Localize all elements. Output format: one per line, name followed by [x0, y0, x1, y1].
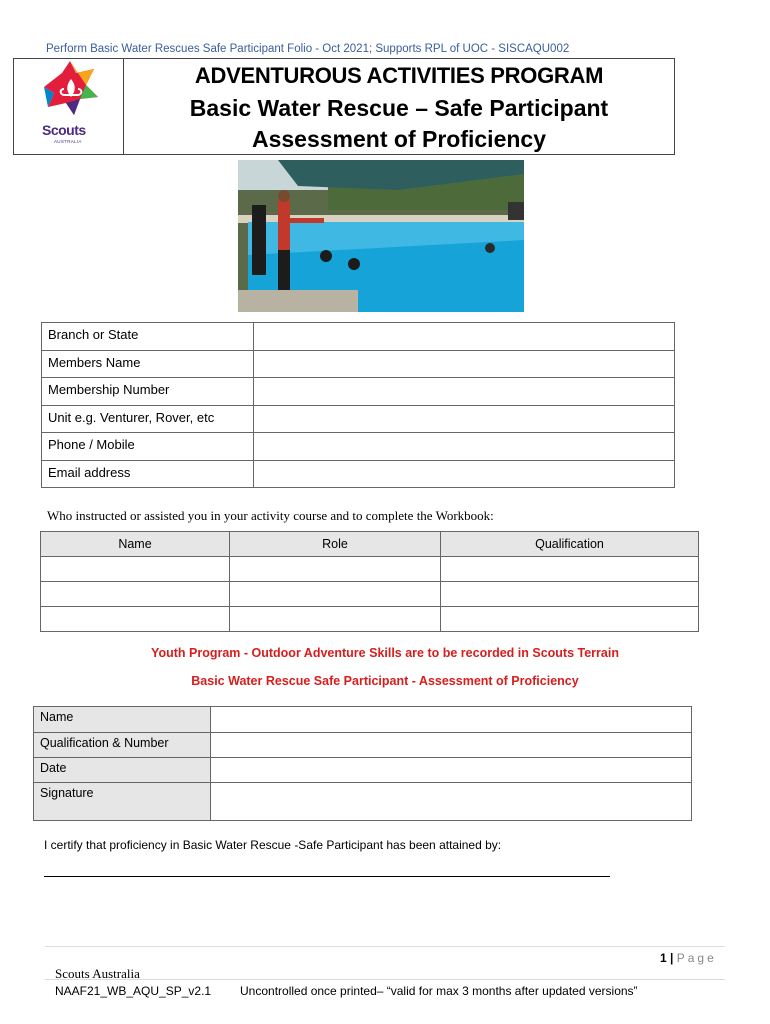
column-header-qualification: Qualification	[441, 532, 699, 557]
table-row	[41, 607, 699, 632]
phone-label: Phone / Mobile	[42, 433, 254, 461]
branch-label: Branch or State	[42, 323, 254, 351]
table-row	[34, 733, 692, 758]
instructor-role-cell[interactable]	[230, 582, 441, 607]
assessor-name-field[interactable]	[211, 707, 692, 733]
instructor-name-cell[interactable]	[41, 607, 230, 632]
qualification-number-field[interactable]	[211, 733, 692, 758]
uncontrolled-notice: Uncontrolled once printed– “valid for max 3 months after updated versions”	[240, 984, 638, 998]
scouts-logo	[14, 59, 124, 154]
table-header-row	[41, 532, 699, 557]
branch-field[interactable]	[254, 323, 675, 351]
email-label: Email address	[42, 460, 254, 488]
column-header-role: Role	[230, 532, 441, 557]
table-row	[42, 405, 675, 433]
instructor-prompt: Who instructed or assisted you in your activity course and to complete the Workbook:	[47, 508, 494, 523]
member-name-label: Members Name	[42, 350, 254, 378]
participant-details-table	[41, 322, 675, 488]
assessor-name-label: Name	[34, 707, 211, 733]
date-label: Date	[34, 758, 211, 783]
page-number-value: 1	[660, 951, 667, 965]
instructor-role-cell[interactable]	[230, 557, 441, 582]
instructor-qualification-cell[interactable]	[441, 557, 699, 582]
table-row	[42, 350, 675, 378]
footer-divider	[45, 979, 725, 980]
instructor-qualification-cell[interactable]	[441, 582, 699, 607]
page-number	[660, 951, 717, 965]
logo-subtext: AUSTRALIA	[54, 139, 82, 144]
table-row	[42, 433, 675, 461]
certification-signature-line[interactable]	[44, 876, 610, 877]
column-header-name: Name	[41, 532, 230, 557]
table-row	[34, 783, 692, 821]
page-label: Page	[676, 951, 717, 965]
date-field[interactable]	[211, 758, 692, 783]
table-row	[42, 378, 675, 406]
membership-number-label: Membership Number	[42, 378, 254, 406]
phone-field[interactable]	[254, 433, 675, 461]
signature-field[interactable]	[211, 783, 692, 821]
email-field[interactable]	[254, 460, 675, 488]
table-row	[42, 323, 675, 351]
instructor-table	[40, 531, 699, 632]
unit-field[interactable]	[254, 405, 675, 433]
instructor-qualification-cell[interactable]	[441, 607, 699, 632]
pool-rescue-image	[238, 160, 524, 312]
table-row	[34, 758, 692, 783]
member-name-field[interactable]	[254, 350, 675, 378]
certification-statement: I certify that proficiency in Basic Water Rescue -Safe Participant has been attained by:	[44, 838, 502, 852]
assessment-heading: Basic Water Rescue Safe Participant - Assessment of Proficiency	[191, 674, 579, 688]
folio-header: Perform Basic Water Rescues Safe Participant Folio - Oct 2021; Supports RPL of UOC - SISCAQU002	[46, 43, 570, 55]
assessment-title: Assessment of Proficiency	[251, 126, 546, 152]
table-row	[41, 582, 699, 607]
instructor-name-cell[interactable]	[41, 582, 230, 607]
page-separator: |	[670, 951, 674, 965]
program-title: ADVENTUROUS ACTIVITIES PROGRAM	[194, 63, 604, 88]
logo-wordmark: Scouts	[42, 122, 86, 138]
signature-label: Signature	[34, 783, 211, 821]
pool-photo	[238, 160, 524, 312]
title-block	[124, 59, 674, 154]
unit-label: Unit e.g. Venturer, Rover, etc	[42, 405, 254, 433]
table-row	[34, 707, 692, 733]
footer-divider	[45, 946, 725, 947]
organisation-name: Scouts Australia	[55, 966, 140, 981]
table-row	[42, 460, 675, 488]
assessment-table	[33, 706, 692, 821]
membership-number-field[interactable]	[254, 378, 675, 406]
header-box	[13, 58, 675, 155]
table-row	[41, 557, 699, 582]
youth-program-notice: Youth Program - Outdoor Adventure Skills are to be recorded in Scouts Terrain	[151, 646, 619, 660]
document-code: NAAF21_WB_AQU_SP_v2.1	[55, 984, 212, 998]
qualification-number-label: Qualification & Number	[34, 733, 211, 758]
instructor-name-cell[interactable]	[41, 557, 230, 582]
course-title: Basic Water Rescue – Safe Participant	[189, 95, 609, 121]
instructor-role-cell[interactable]	[230, 607, 441, 632]
